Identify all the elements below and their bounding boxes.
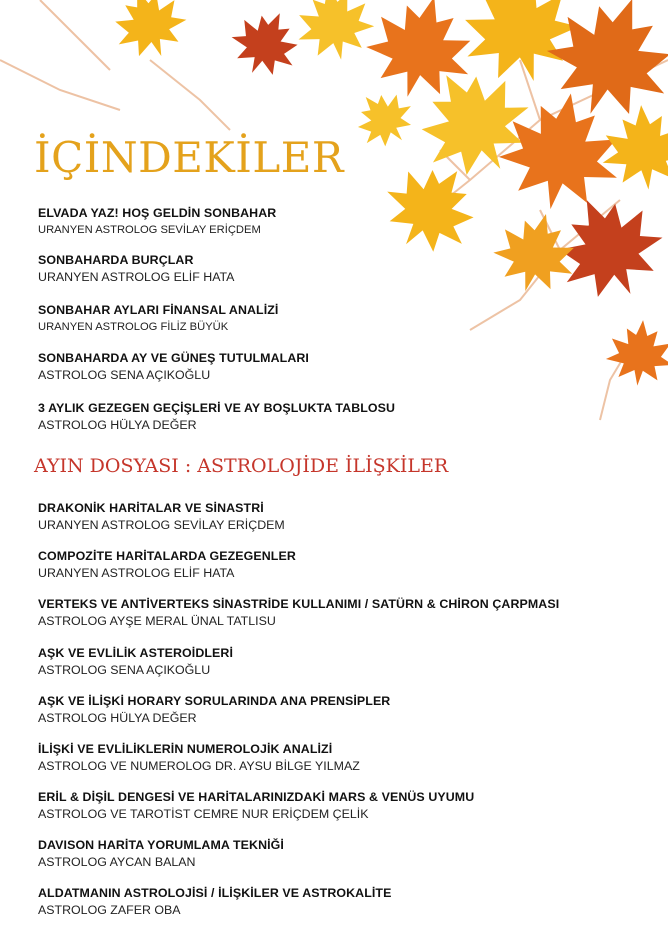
dossier-entry-title: İLİŞKİ VE EVLİLİKLERİN NUMEROLOJİK ANALİZİ [38, 742, 333, 756]
dossier-entry [38, 645, 233, 678]
dossier-entry [38, 741, 360, 774]
dossier-entry [38, 837, 284, 870]
dossier-entry-title: ERİL & DİŞİL DENGESİ VE HARİTALARINIZDAKİ MARS & VENÜS UYUMU [38, 790, 475, 804]
dossier-entry-author: ASTROLOG ZAFER OBA [38, 903, 181, 917]
toc-entry [38, 350, 309, 383]
dossier-entry-author: ASTROLOG VE TAROTİST CEMRE NUR ERİÇDEM ÇELİK [38, 807, 369, 821]
dossier-entry [38, 596, 559, 629]
toc-entry-title: ELVADA YAZ! HOŞ GELDİN SONBAHAR [38, 206, 277, 220]
toc-entry-title: SONBAHARDA AY VE GÜNEŞ TUTULMALARI [38, 351, 309, 365]
toc-entry-author: URANYEN ASTROLOG ELİF HATA [38, 270, 235, 284]
dossier-entry-author: ASTROLOG HÜLYA DEĞER [38, 711, 197, 725]
dossier-entry [38, 885, 391, 918]
toc-entry-author: ASTROLOG SENA AÇIKOĞLU [38, 368, 211, 382]
dossier-entry-title: VERTEKS VE ANTİVERTEKS SİNASTRİDE KULLANIMI / SATÜRN & CHİRON ÇARPMASI [38, 597, 560, 611]
dossier-entry-title: DAVISON HARİTA YORUMLAMA TEKNİĞİ [38, 838, 284, 852]
toc-entry [38, 400, 395, 433]
dossier-entry [38, 548, 296, 581]
dossier-entry-title: AŞK VE İLİŞKİ HORARY SORULARINDA ANA PRENSİPLER [38, 694, 391, 708]
dossier-entry-author: URANYEN ASTROLOG ELİF HATA [38, 566, 235, 580]
toc-entry-author: ASTROLOG HÜLYA DEĞER [38, 418, 197, 432]
dossier-entry-title: COMPOZİTE HARİTALARDA GEZEGENLER [38, 549, 296, 563]
toc-entry-author: URANYEN ASTROLOG SEVİLAY ERİÇDEM [38, 224, 261, 236]
dossier-entry [38, 500, 285, 533]
toc-entry-author: URANYEN ASTROLOG FİLİZ BÜYÜK [38, 321, 229, 333]
dossier-entry-author: ASTROLOG VE NUMEROLOG DR. AYSU BİLGE YILMAZ [38, 759, 360, 773]
toc-entry [38, 302, 278, 335]
dossier-entry-title: AŞK VE EVLİLİK ASTEROİDLERİ [38, 646, 234, 660]
dossier-entry [38, 693, 390, 726]
toc-entry [38, 252, 234, 285]
dossier-entry [38, 789, 474, 822]
toc-entry [38, 205, 276, 238]
dossier-entry-author: ASTROLOG SENA AÇIKOĞLU [38, 663, 211, 677]
toc-entry-title: 3 AYLIK GEZEGEN GEÇİŞLERİ VE AY BOŞLUKTA TABLOSU [38, 401, 396, 415]
dossier-entry-title: ALDATMANIN ASTROLOJİSİ / İLİŞKİLER VE ASTROKALİTE [38, 886, 392, 900]
dossier-entry-author: URANYEN ASTROLOG SEVİLAY ERİÇDEM [38, 518, 285, 532]
toc-entry-title: SONBAHARDA BURÇLAR [38, 253, 194, 267]
toc-entry-title: SONBAHAR AYLARI FİNANSAL ANALİZİ [38, 303, 279, 317]
page-title: İÇİNDEKİLER [34, 133, 345, 182]
section-title: AYIN DOSYASI : ASTROLOJİDE İLİŞKİLER [34, 455, 449, 477]
dossier-entry-author: ASTROLOG AYŞE MERAL ÜNAL TATLISU [38, 614, 276, 628]
dossier-entry-author: ASTROLOG AYCAN BALAN [38, 855, 196, 869]
dossier-entry-title: DRAKONİK HARİTALAR VE SİNASTRİ [38, 501, 264, 515]
